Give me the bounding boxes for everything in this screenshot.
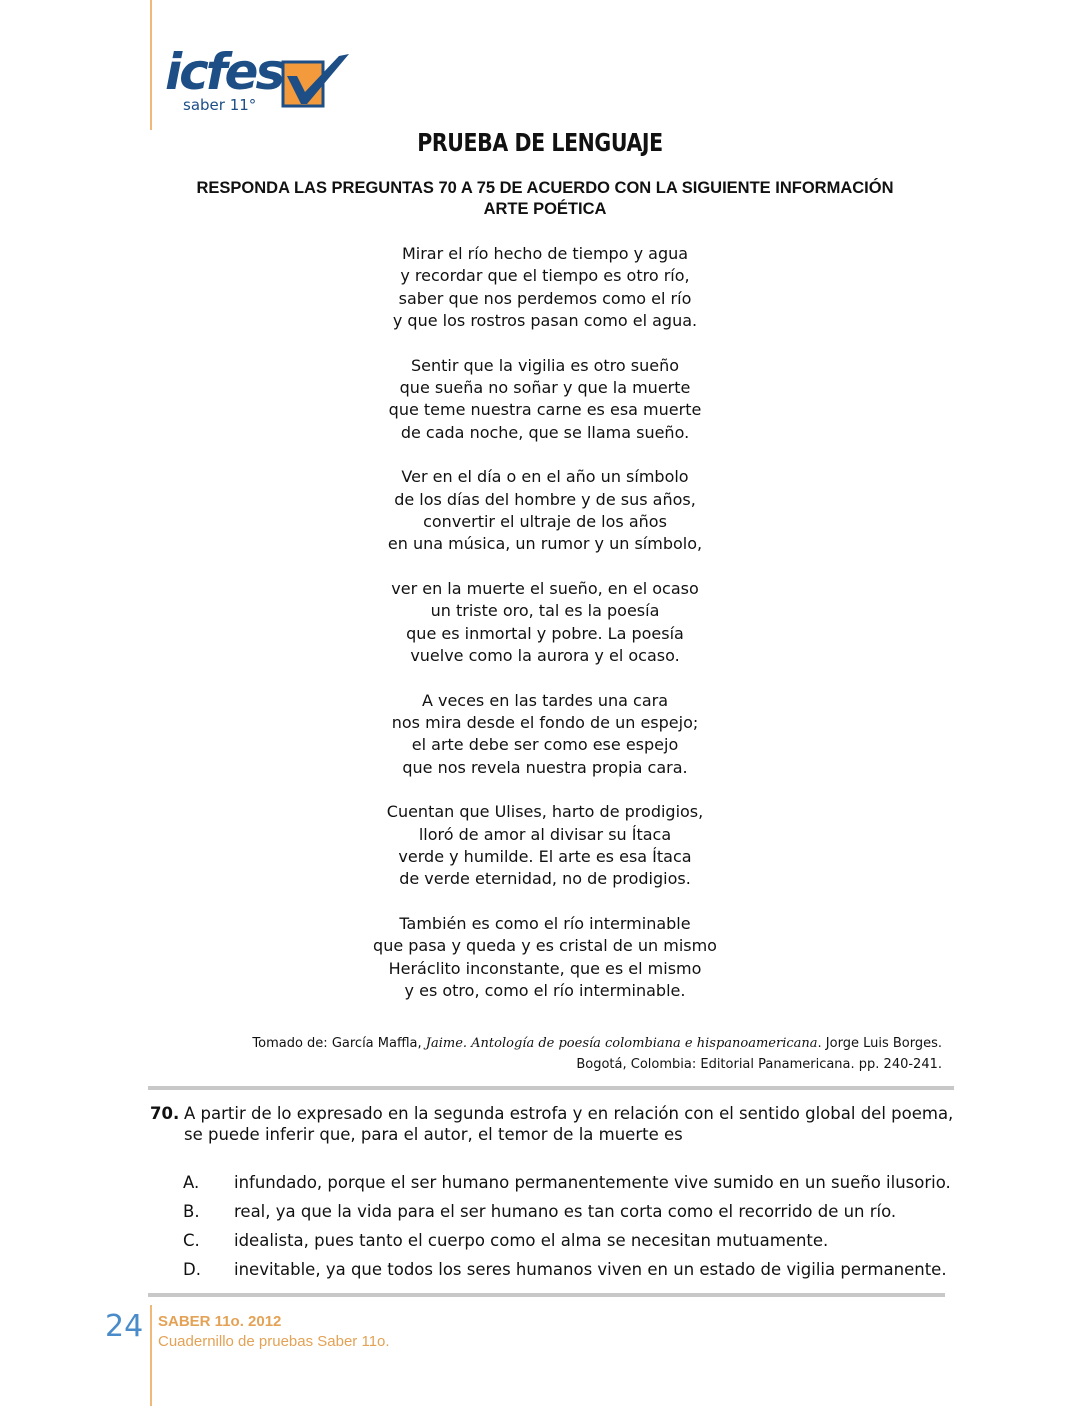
- poem-stanza: [300, 355, 790, 445]
- poem-line: de verde eternidad, no de prodigios.: [399, 869, 691, 889]
- poem-line: nos mira desde el fondo de un espejo;: [391, 712, 699, 732]
- margin-line-top: [150, 0, 152, 130]
- poem-stanza: [300, 578, 790, 668]
- poem-line: y que los rostros pasan como el agua.: [392, 311, 698, 331]
- question-text: A partir de lo expresado en la segunda estrofa y en relación con el sentido global del poema, se puede inferir que, para el autor, el temor de la muerte es: [184, 1104, 954, 1144]
- source-citation: [252, 1033, 942, 1075]
- divider-top: [148, 1086, 954, 1090]
- source-suffix: . Jorge Luis Borges.: [817, 1036, 942, 1051]
- poem-line: Sentir que la vigilia es otro sueño: [410, 355, 680, 375]
- poem-line: de cada noche, que se llama sueño.: [400, 422, 690, 442]
- poem-stanza: [300, 801, 790, 891]
- poem-line: Ver en el día o en el año un símbolo: [401, 467, 689, 487]
- source-line-2: Bogotá, Colombia: Editorial Panamericana. pp. 240-241.: [576, 1057, 942, 1072]
- source-line-1: [252, 1033, 942, 1054]
- poem-title: ARTE POÉTICA: [483, 200, 607, 218]
- poem-line: lloró de amor al divisar su Ítaca: [418, 824, 672, 844]
- option-text: idealista, pues tanto el cuerpo como el alma se necesitan mutuamente.: [234, 1231, 829, 1250]
- poem-line: un triste oro, tal es la poesía: [430, 601, 660, 621]
- poem-line: Heráclito inconstante, que es el mismo: [388, 958, 702, 978]
- poem-line: el arte debe ser como ese espejo: [411, 735, 679, 755]
- poem-line: saber que nos perdemos como el río: [398, 288, 692, 308]
- question-number: 70.: [150, 1104, 180, 1123]
- poem-line: A veces en las tardes una cara: [421, 690, 669, 710]
- answer-option: [183, 1171, 963, 1200]
- poem: [300, 243, 790, 1024]
- poem-line: Cuentan que Ulises, harto de prodigios,: [386, 802, 704, 822]
- poem-stanza: [300, 913, 790, 1003]
- option-letter: C.: [183, 1231, 200, 1250]
- answer-option: [183, 1258, 963, 1287]
- poem-line: Mirar el río hecho de tiempo y agua: [401, 244, 689, 263]
- logo-subtitle: saber 11°: [183, 96, 257, 114]
- option-letter: D.: [183, 1260, 201, 1279]
- footer-title: SABER 11o. 2012: [158, 1313, 282, 1330]
- source-italic: Jaime. Antología de poesía colombiana e hispanoamericana: [425, 1036, 818, 1051]
- instruction-block: [150, 178, 940, 220]
- poem-stanza: [300, 243, 790, 333]
- poem-line: También es como el río interminable: [399, 913, 691, 933]
- poem-line: verde y humilde. El arte es esa Ítaca: [398, 846, 692, 866]
- poem-line: que teme nuestra carne es esa muerte: [388, 400, 702, 420]
- poem-stanza: [300, 466, 790, 556]
- poem-line: vuelve como la aurora y el ocaso.: [410, 646, 680, 666]
- poem-line: que sueña no soñar y que la muerte: [399, 378, 691, 398]
- margin-line-bottom: [150, 1305, 152, 1406]
- instruction-text: RESPONDA LAS PREGUNTAS 70 A 75 DE ACUERDO CON LA SIGUIENTE INFORMACIÓN: [196, 179, 894, 197]
- logo-word: icfes: [165, 43, 283, 101]
- option-text: inevitable, ya que todos los seres humanos viven en un estado de vigilia permanente.: [234, 1260, 947, 1279]
- option-text: infundado, porque el ser humano permanentemente vive sumido en un sueño ilusorio.: [234, 1173, 951, 1192]
- poem-line: que es inmortal y pobre. La poesía: [406, 623, 684, 643]
- poem-line: en una música, un rumor y un símbolo,: [387, 534, 703, 554]
- poem-line: que pasa y queda y es cristal de un mismo: [373, 936, 717, 956]
- answer-option: [183, 1200, 963, 1229]
- poem-line: convertir el ultraje de los años: [423, 512, 667, 532]
- answer-option: [183, 1229, 963, 1258]
- checkmark-icon: [277, 50, 357, 110]
- option-text: real, ya que la vida para el ser humano es tan corta como el recorrido de un río.: [234, 1202, 897, 1221]
- answer-options: [183, 1171, 963, 1287]
- icfes-logo: [165, 44, 355, 116]
- poem-line: y es otro, como el río interminable.: [404, 980, 686, 1000]
- option-letter: A.: [183, 1173, 200, 1192]
- page-title: PRUEBA DE LENGUAJE: [417, 128, 663, 157]
- poem-line: y recordar que el tiempo es otro río,: [400, 266, 690, 286]
- divider-bottom: [148, 1293, 945, 1297]
- poem-line: ver en la muerte el sueño, en el ocaso: [391, 578, 699, 598]
- source-prefix: Tomado de: García Maffla,: [252, 1036, 426, 1051]
- poem-line: de los días del hombre y de sus años,: [394, 489, 696, 509]
- footer-subtitle: Cuadernillo de pruebas Saber 11o.: [158, 1333, 390, 1350]
- page-number: 24: [105, 1309, 144, 1344]
- poem-line: que nos revela nuestra propia cara.: [402, 757, 688, 777]
- option-letter: B.: [183, 1202, 200, 1221]
- poem-stanza: [300, 690, 790, 780]
